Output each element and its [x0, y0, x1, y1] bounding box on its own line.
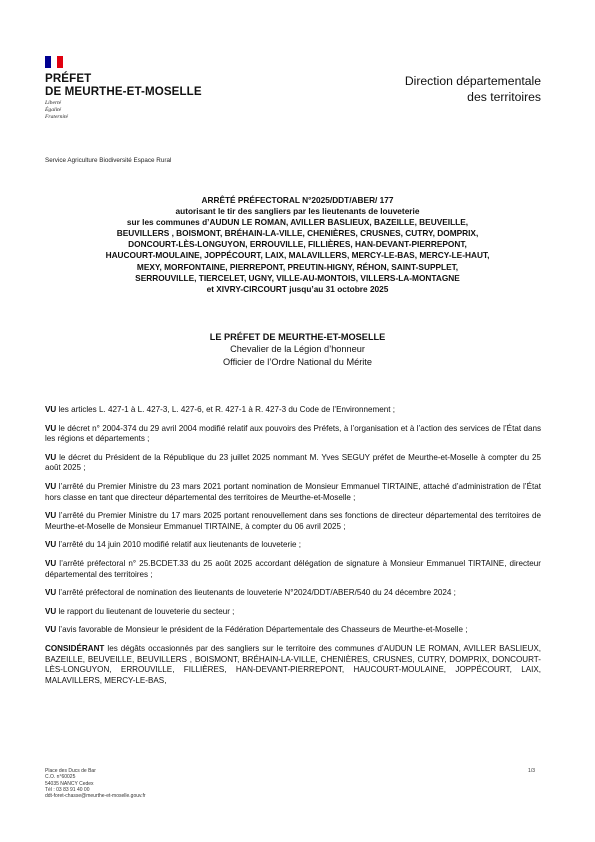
- prefet-line-2: DE MEURTHE-ET-MOSELLE: [45, 85, 202, 98]
- vu-text: le rapport du lieutenant de louveterie du secteur ;: [56, 606, 235, 616]
- footer-address: [45, 768, 146, 799]
- vu-text: le décret du Président de la République du 23 juillet 2025 nommant M. Yves SEGUY préfet de Meurthe-et-Moselle à compter du 25 août 2025 ;: [45, 452, 541, 473]
- vu-label: VU: [45, 423, 57, 433]
- prefet-honour-1: Chevalier de la Légion d’honneur: [230, 344, 365, 355]
- vu-paragraph: [45, 511, 541, 532]
- decree-title: [50, 195, 545, 295]
- vu-label: VU: [45, 481, 57, 491]
- vu-label: VU: [45, 540, 57, 550]
- prefet-honour-2: Officier de l’Ordre National du Mérite: [223, 356, 372, 367]
- republic-motto: [45, 100, 68, 121]
- title-line: SERROUVILLE, TIERCELET, UGNY, VILLE-AU-MONTOIS, VILLERS-LA-MONTAGNE: [135, 272, 460, 283]
- vu-label: VU: [45, 405, 57, 414]
- vu-paragraph: [45, 559, 541, 580]
- footer-line: Place des Ducs de Bar: [45, 768, 96, 774]
- vu-text: l’arrêté du Premier Ministre du 23 mars 2021 portant nomination de Monsieur Emmanuel TIRTAINE, attaché d’administration de l’État hors classe en tant que directeur départemental des territoires de Meurthe-et-Moselle ;: [45, 481, 541, 502]
- vu-label: VU: [45, 606, 57, 616]
- vu-label: VU: [45, 452, 57, 462]
- vu-paragraph: [45, 453, 541, 474]
- vu-label: VU: [45, 558, 57, 568]
- footer-email: ddt-foret-chasse@meurthe-et-moselle.gouv.fr: [45, 793, 146, 800]
- title-line: autorisant le tir des sangliers par les lieutenants de louveterie: [175, 206, 420, 217]
- vu-text: l’arrêté du 14 juin 2010 modifié relatif aux lieutenants de louveterie ;: [56, 540, 302, 550]
- direction-heading: [405, 73, 541, 105]
- marianne-flag-icon: [45, 56, 63, 68]
- vu-paragraph: [45, 482, 541, 503]
- title-line: DONCOURT-LÈS-LONGUYON, ERROUVILLE, FILLIÈRES, HAN-DEVANT-PIERREPONT,: [128, 239, 467, 250]
- vu-paragraph: [45, 607, 541, 618]
- service-name: Service Agriculture Biodiversité Espace Rural: [45, 157, 172, 164]
- prefecture-name: [45, 72, 202, 98]
- vu-paragraph: [45, 540, 541, 551]
- motto-liberte: Liberté: [45, 100, 62, 106]
- title-line: HAUCOURT-MOULAINE, JOPPÉCOURT, LAIX, MALAVILLERS, MERCY-LE-BAS, MERCY-LE-HAUT,: [105, 250, 490, 261]
- vu-label: VU: [45, 625, 57, 635]
- vu-label: VU: [45, 588, 57, 598]
- motto-fraternite: Fraternité: [45, 114, 68, 120]
- title-line: sur les communes d’AUDUN LE ROMAN, AVILLER BASLIEUX, BAZEILLE, BEUVEILLE,: [126, 217, 469, 228]
- vu-text: l’arrêté préfectoral de nomination des lieutenants de louveterie N°2024/DDT/ABER/540 du 24 décembre 2024 ;: [56, 588, 456, 598]
- prefet-title: LE PRÉFET DE MEURTHE-ET-MOSELLE: [209, 332, 386, 342]
- vu-text: l’arrêté du Premier Ministre du 17 mars 2025 portant renouvellement dans ses fonctions de directeur départemental des territoires de Meurthe-et-Moselle de Monsieur Emmanuel TIRTAINE, à compter du 06 avril 2025 ;: [45, 511, 541, 531]
- vu-text: le décret n° 2004-374 du 29 avril 2004 modifié relatif aux pouvoirs des Préfets, à l’organisation et à l’action des services de l’État dans les régions et départements ;: [45, 423, 541, 444]
- considerant-label: CONSIDÉRANT: [45, 643, 105, 653]
- title-line: et XIVRY-CIRCOURT jusqu’au 31 octobre 2025: [206, 283, 389, 294]
- vu-text: l’avis favorable de Monsieur le président de la Fédération Départementale des Chasseurs de Meurthe-et-Moselle ;: [56, 625, 468, 635]
- vu-label: VU: [45, 511, 57, 521]
- vu-paragraph: [45, 588, 541, 599]
- direction-line-1: Direction départementale: [404, 74, 541, 88]
- vu-text: l’arrêté préfectoral n° 25.BCDET.33 du 25 août 2025 accordant délégation de signature à Monsieur Emmanuel TIRTAINE, directeur départemental des territoires ;: [45, 558, 541, 579]
- vu-text: les articles L. 427-1 à L. 427-3, L. 427-6, et R. 427-1 à R. 427-3 du Code de l’Environnement ;: [56, 405, 396, 414]
- title-line: MEXY, MORFONTAINE, PIERREPONT, PREUTIN-HIGNY, RÉHON, SAINT-SUPPLET,: [136, 261, 459, 272]
- considerant-paragraph: [45, 644, 541, 686]
- direction-line-2: des territoires: [467, 90, 541, 104]
- prefet-line-1: PRÉFET: [45, 72, 92, 85]
- vu-paragraph: [45, 405, 541, 416]
- page-number: 1/3: [528, 768, 535, 774]
- footer-line: 54035 NANCY Cedex: [45, 780, 94, 787]
- motto-egalite: Égalité: [45, 107, 62, 113]
- footer-line: C.O. n°60025: [45, 774, 76, 781]
- footer-line: Tél : 03 83 91 40 00: [45, 786, 90, 793]
- title-line: ARRÊTÉ PRÉFECTORAL N°2025/DDT/ABER/ 177: [201, 195, 394, 205]
- prefet-signature-block: [50, 331, 545, 368]
- decree-body: [45, 405, 541, 694]
- vu-paragraph: [45, 625, 541, 636]
- vu-paragraph: [45, 424, 541, 445]
- title-line: BEUVILLERS , BOISMONT, BRÉHAIN-LA-VILLE, CHENIÈRES, CRUSNES, CUTRY, DOMPRIX,: [116, 228, 479, 239]
- considerant-text: les dégâts occasionnés par des sangliers sur le territoire des communes d’AUDUN LE ROMAN, AVILLER BASLIEUX, BAZEILLE, BEUVEILLE, BEUVILLERS , BOISMONT, BRÉHAIN-LA-VILLE, CHENIÈRES, CRUSNES, CUTRY, DOMPRIX, DONCOURT-LÈS-LONGUYON, ERROUVILLE, FILLIÈRES, HAN-DEVANT-PIERREPONT, HAUCOURT-MOULAINE, JOPPÉCOURT, LAIX, MALAVILLERS, MERCY-LE-BAS,: [45, 643, 541, 685]
